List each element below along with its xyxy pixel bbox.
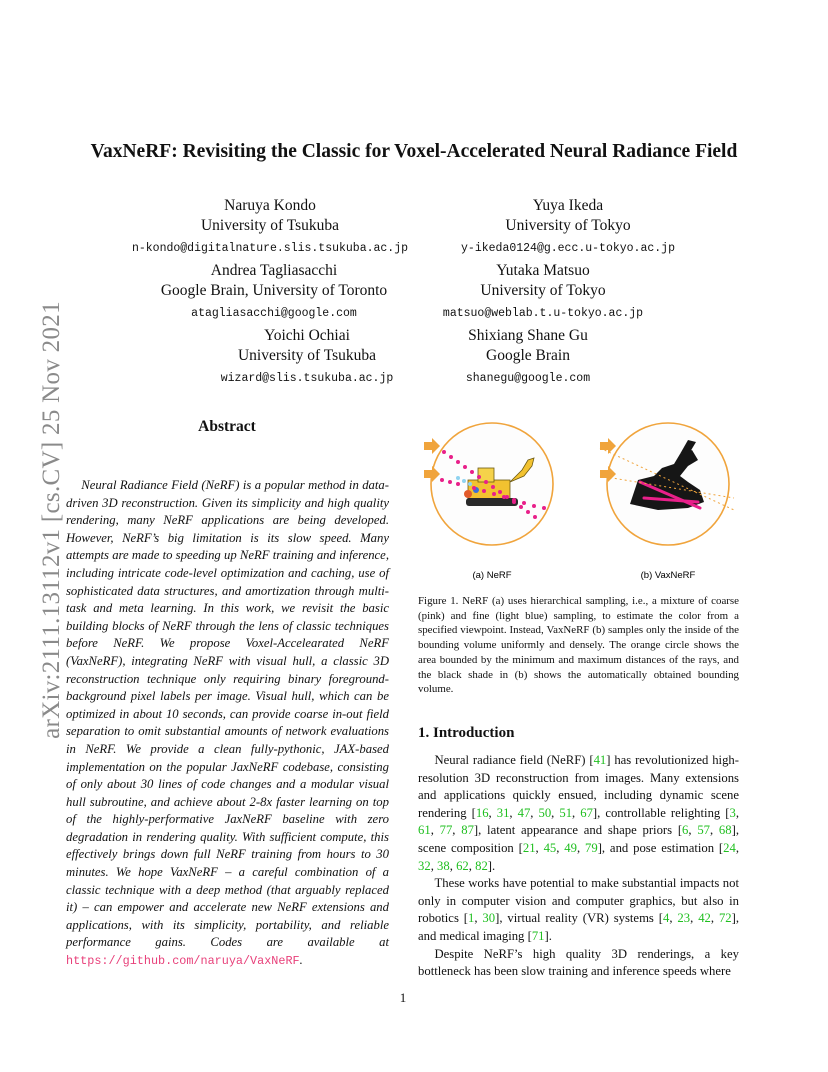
intro-paragraph-1: Neural radiance field (NeRF) [41] has revolutionized high-resolution 3D reconstruction from images. Many extensions and applications quickly ensued, including dynamic scene rendering [16, 31, 47, 50, 51, 67], controllable relighting [3, 61, 77, 87], latent appearance and shape priors [6, 57, 68], scene composition [21, 45, 49, 79], and pose estimation [24, 32, 38, 62, 82]. (418, 753, 740, 873)
author-email: y-ikeda0124@g.ecc.u-tokyo.ac.jp (461, 242, 675, 255)
citation-link[interactable]: 49 (564, 840, 577, 855)
figure-label-a: (a) NeRF (472, 570, 512, 581)
author-name: Naruya Kondo (224, 197, 316, 214)
citation-link[interactable]: 71 (531, 928, 545, 943)
figure-label-b: (b) VaxNeRF (640, 570, 696, 581)
citation-link[interactable]: 68 (718, 823, 732, 838)
author-affiliation: University of Tsukuba (200, 217, 340, 234)
citation-link[interactable]: 62 (456, 858, 469, 873)
author-name: Yutaka Matsuo (496, 262, 590, 279)
citation-link[interactable]: 4 (663, 911, 670, 926)
vaxnerf-illustration (600, 423, 734, 581)
nerf-illustration (424, 423, 553, 581)
citation-link[interactable]: 82 (475, 858, 488, 873)
section-heading: 1. Introduction (418, 725, 515, 741)
citation-link[interactable]: 61 (418, 823, 431, 838)
author-affiliation: Google Brain (486, 347, 570, 364)
figure-caption: Figure 1. NeRF (a) uses hierarchical sampling, i.e., a mixture of coarse (pink) and fine (light blue) sampling, to estimate the color from a specified viewpoint. Instead, VaxNeRF (b) samples only the inside of the bounding volume uniformly and densely. The orange circle shows the area bounded by the minimum and maximum distances of the rays, and the black shade in (b) shows the automatically obtained bounding volume. (418, 595, 739, 696)
citation-link[interactable]: 32 (418, 858, 431, 873)
citation-link[interactable]: 23 (677, 911, 691, 926)
citation-link[interactable]: 77 (439, 823, 453, 838)
citation-link[interactable]: 72 (718, 911, 732, 926)
citation-link[interactable]: 21 (522, 840, 536, 855)
figure-1 (418, 420, 738, 585)
author-email: matsuo@weblab.t.u-tokyo.ac.jp (442, 307, 644, 320)
citation-link[interactable]: 3 (729, 805, 736, 820)
citation-link[interactable]: 41 (593, 753, 607, 767)
citation-link[interactable]: 30 (482, 911, 496, 926)
citation-link[interactable]: 42 (698, 911, 711, 926)
author-name: Shixiang Shane Gu (468, 327, 588, 344)
author-block (124, 261, 424, 324)
author-block (197, 326, 417, 389)
citation-link[interactable]: 1 (468, 911, 475, 926)
citation-link[interactable]: 38 (437, 858, 450, 873)
author-block (120, 196, 420, 259)
code-link[interactable]: https://github.com/naruya/VaxNeRF (66, 954, 300, 969)
abstract-body: Neural Radiance Field (NeRF) is a popular method in data-driven 3D reconstruction. Given its simplicity and high quality rendering, many NeRF applications are being developed. However, NeRF’s big limitation is its slow speed. Many attempts are made to speeding up NeRF training and inference, including intricate code-level optimization and caching, use of sophisticated data structures, and amortization through multi-task and meta learning. In this work, we revisit the basic building blocks of NeRF through the lens of classic techniques before NeRF. We propose Voxel-Accelearated NeRF (VaxNeRF), integrating NeRF with visual hull, a classic 3D reconstruction technique only requiring binary foreground-background pixel labels per image. Visual hull, which can be optimized in about 10 seconds, can provide coarse in-out field separation to omit substantial amounts of network evaluations in NeRF. We provide a clean fully-pythonic, JAX-based implementation on the popular JaxNeRF codebase, consisting of only about 30 lines of code changes and a modular visual hull subroutine, and achieve about 2-8x faster learning on top of the highly-performative JaxNeRF baseline with zero degradation in rendering quality. With sufficient compute, this effectively brings down full NeRF training from hours to 30 minutes. We hope VaxNeRF – a careful combination of a classic technique with a deep method (that arguably replaced it) – can empower and accelerate new NeRF extensions and applications, with its simplicity, portability, and reliable performance gains. Codes are available at https://github.com/naruya/VaxNeRF. (66, 478, 389, 969)
author-name: Andrea Tagliasacchi (210, 262, 338, 279)
citation-link[interactable]: 47 (517, 805, 531, 820)
citation-link[interactable]: 87 (461, 823, 474, 838)
author-email: shanegu@google.com (465, 372, 591, 385)
citation-link[interactable]: 16 (475, 805, 489, 820)
author-affiliation: University of Tsukuba (237, 347, 377, 364)
author-block (428, 326, 628, 389)
intro-body (418, 752, 739, 981)
intro-paragraph-3: Despite NeRF’s high quality 3D renderings, a key bottleneck has been slow training and inference speeds where (418, 946, 739, 979)
author-block (438, 196, 698, 259)
author-affiliation: University of Tokyo (480, 282, 606, 299)
paper-title: VaxNeRF: Revisiting the Classic for Voxel-Accelerated Neural Radiance Field (90, 141, 738, 162)
author-name: Yoichi Ochiai (264, 327, 350, 344)
citation-link[interactable]: 67 (580, 805, 593, 820)
author-email: atagliasacchi@google.com (191, 307, 357, 320)
citation-link[interactable]: 24 (723, 840, 736, 855)
citation-link[interactable]: 31 (496, 805, 510, 820)
intro-paragraph-2: These works have potential to make substantial impacts not only in computer vision and computer graphics, but also in robotics [1, 30], virtual reality (VR) systems [4, 23, 42, 72], and medical imaging [71]. (418, 876, 740, 943)
abstract-text: Neural Radiance Field (NeRF) is a popular method in data-driven 3D reconstruction. Given its simplicity and high quality rendering, many NeRF applications are being developed. However, NeRF’s big limitation is its slow speed. Many attempts are made to speeding up NeRF training and inference, including intricate code-level optimization and caching, use of sophisticated data structures, and amortization through multi-task and meta learning. In this work, we revisit the basic building blocks of NeRF through the lens of classic techniques before NeRF. We propose Voxel-Accelearated NeRF (VaxNeRF), integrating NeRF with visual hull, a classic 3D reconstruction technique only requiring binary foreground-background pixel labels per image. Visual hull, which can be optimized in about 10 seconds, can provide coarse in-out field separation to omit substantial amounts of network evaluations in NeRF. We provide a clean fully-pythonic, JAX-based implementation on the popular JaxNeRF codebase, consisting of only about 30 lines of code changes and a modular visual hull subroutine, and achieve about 2-8x faster learning on top of the highly-performative JaxNeRF baseline with zero degradation in rendering quality. With sufficient compute, this effectively brings down full NeRF training from hours to 30 minutes. We hope VaxNeRF – a careful combination of a classic technique with a deep method (that arguably replaced it) – can empower and accelerate new NeRF extensions and applications, with its simplicity, portability, and reliable performance gains. Codes are available at (66, 478, 389, 950)
citation-link[interactable]: 45 (543, 840, 557, 855)
author-name: Yuya Ikeda (532, 197, 604, 214)
author-block (433, 261, 653, 324)
arxiv-identifier: arXiv:2111.13112v1 [cs.CV] 25 Nov 2021 (38, 301, 65, 739)
author-affiliation: Google Brain, University of Toronto (160, 282, 388, 299)
author-email: n-kondo@digitalnature.slis.tsukuba.ac.jp (131, 242, 409, 255)
citation-link[interactable]: 79 (585, 840, 598, 855)
abstract-heading: Abstract (198, 418, 256, 435)
page-number: 1 (399, 990, 407, 1005)
citation-link[interactable]: 6 (682, 823, 689, 838)
citation-link[interactable]: 50 (538, 805, 552, 820)
author-affiliation: University of Tokyo (505, 217, 631, 234)
citation-link[interactable]: 57 (697, 823, 710, 838)
author-email: wizard@slis.tsukuba.ac.jp (220, 372, 394, 385)
citation-link[interactable]: 51 (559, 805, 573, 820)
